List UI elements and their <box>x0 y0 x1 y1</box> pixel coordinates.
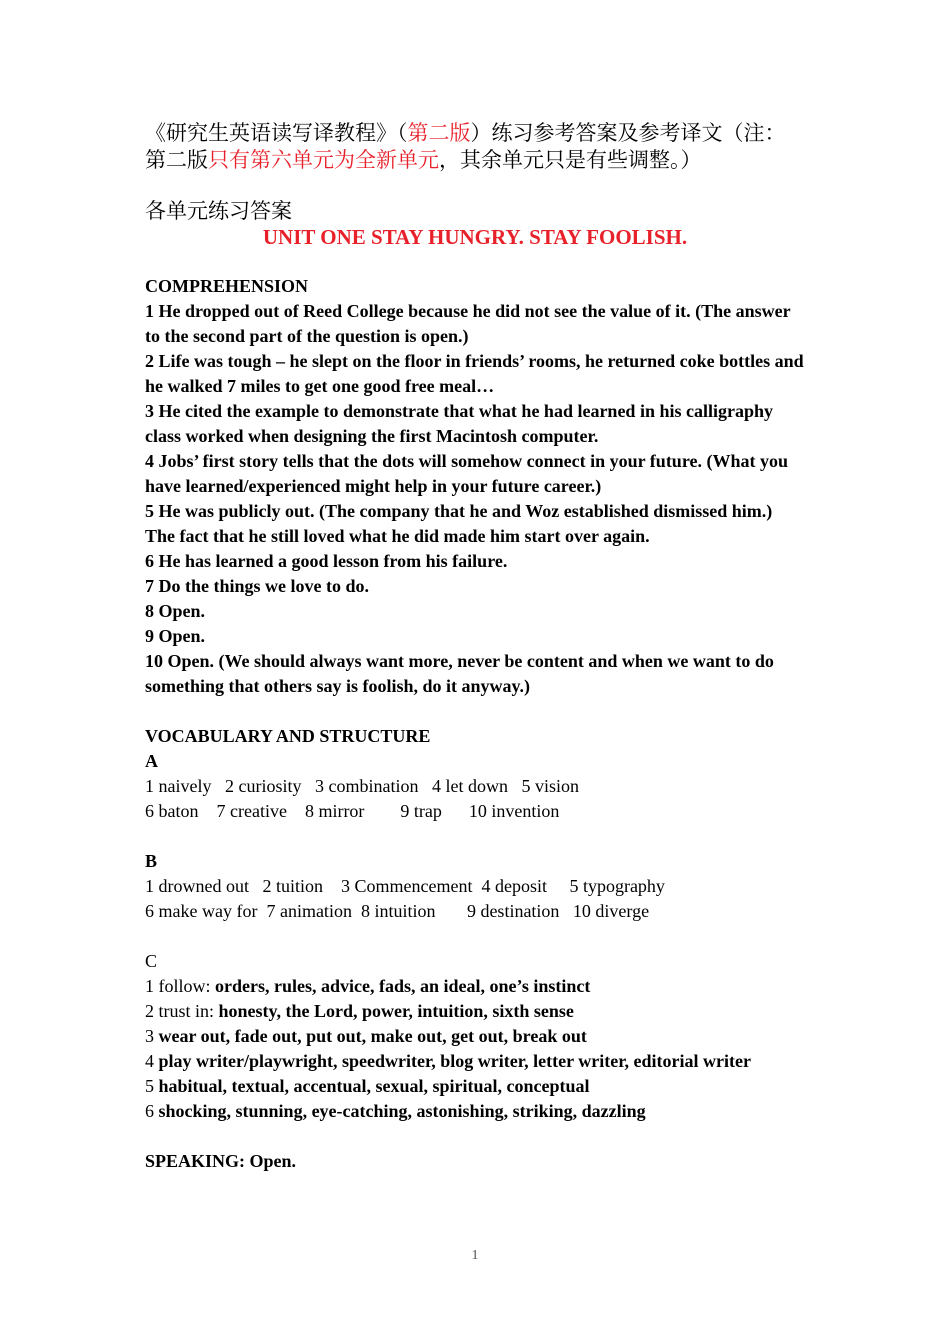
vocab-a-line: 6 baton 7 creative 8 mirror 9 trap 10 invention <box>145 801 560 821</box>
unit-title: UNIT ONE STAY HUNGRY. STAY FOOLISH. <box>262 225 688 249</box>
vocab-b-line: 1 drowned out 2 tuition 3 Commencement 4 deposit 5 typography <box>145 876 665 896</box>
section-title: 各单元练习答案 <box>145 199 292 223</box>
vocab-c-item <box>145 1049 805 1074</box>
vocab-a-line: 1 naively 2 curiosity 3 combination 4 let down 5 vision <box>145 776 579 796</box>
comprehension-item: 9 Open. <box>145 626 206 646</box>
vocab-c-answer: play writer/playwright, speedwriter, blog writer, letter writer, editorial writer <box>158 1051 752 1071</box>
vocab-b-line: 6 make way for 7 animation 8 intuition 9 destination 10 diverge <box>145 901 650 921</box>
vocab-c-prefix: 4 <box>145 1051 159 1071</box>
comprehension-item: 5 He was publicly out. (The company that he and Woz established dismissed him.) The fact that he still loved what he did made him start over again. <box>145 501 773 546</box>
vocab-heading: VOCABULARY AND STRUCTURE <box>145 726 431 746</box>
vocab-c-answer: habitual, textual, accentual, sexual, spiritual, conceptual <box>158 1076 590 1096</box>
vocab-c-prefix: 1 follow: <box>145 976 215 996</box>
comprehension-item: 8 Open. <box>145 601 206 621</box>
vocab-c-answer: orders, rules, advice, fads, an ideal, one’s instinct <box>215 976 591 996</box>
vocab-c-label: C <box>145 951 158 971</box>
comprehension-item: 7 Do the things we love to do. <box>145 576 369 596</box>
comprehension-item: 2 Life was tough – he slept on the floor in friends’ rooms, he returned coke bottles and he walked 7 miles to get one good free meal… <box>145 351 804 396</box>
document-page <box>145 120 805 1174</box>
note-highlight: 只有第六单元为全新单元 <box>208 148 439 172</box>
title-text-end: ）练习参考答案及参考译文 <box>470 121 723 145</box>
comprehension-item: 3 He cited the example to demonstrate that what he had learned in his calligraphy class worked when designing the first Macintosh computer. <box>145 401 773 446</box>
title-text: 《研究生英语读写译教程》（ <box>145 121 408 145</box>
vocab-c-prefix: 3 <box>145 1026 159 1046</box>
comprehension-item: 10 Open. (We should always want more, never be content and when we want to do something that others say is foolish, do it anyway.) <box>145 651 774 696</box>
vocab-c-prefix: 6 <box>145 1101 159 1121</box>
note-text-end: ，其余单元只是有些调整。） <box>439 148 702 172</box>
comprehension-item: 1 He dropped out of Reed College because he did not see the value of it. (The answer to the second part of the question is open.) <box>145 301 791 346</box>
page-number: 1 <box>471 1248 479 1263</box>
vocab-c-item <box>145 1074 805 1099</box>
speaking-line: SPEAKING: Open. <box>145 1151 297 1171</box>
vocab-c-item <box>145 974 805 999</box>
comprehension-heading: COMPREHENSION <box>145 276 309 296</box>
vocab-b-label: B <box>145 851 158 871</box>
title-edition: 第二版 <box>407 121 471 145</box>
comprehension-item: 4 Jobs’ first story tells that the dots will somehow connect in your future. (What you have learned/experienced might help in your future career.) <box>145 451 788 496</box>
vocab-c-item <box>145 999 805 1024</box>
vocab-a-label: A <box>145 751 158 771</box>
note-text: （注：第二版 <box>145 121 786 172</box>
vocab-c-answer: shocking, stunning, eye-catching, astonishing, striking, dazzling <box>158 1101 646 1121</box>
vocab-c-prefix: 2 trust in: <box>145 1001 219 1021</box>
vocab-c-item <box>145 1024 805 1049</box>
vocab-c-prefix: 5 <box>145 1076 159 1096</box>
answers-body <box>145 249 805 1174</box>
vocab-c-item <box>145 1099 805 1124</box>
vocab-c-answer: wear out, fade out, put out, make out, get out, break out <box>158 1026 587 1046</box>
comprehension-item: 6 He has learned a good lesson from his failure. <box>145 551 508 571</box>
vocab-c-answer: honesty, the Lord, power, intuition, sixth sense <box>218 1001 574 1021</box>
document-title <box>145 120 805 174</box>
